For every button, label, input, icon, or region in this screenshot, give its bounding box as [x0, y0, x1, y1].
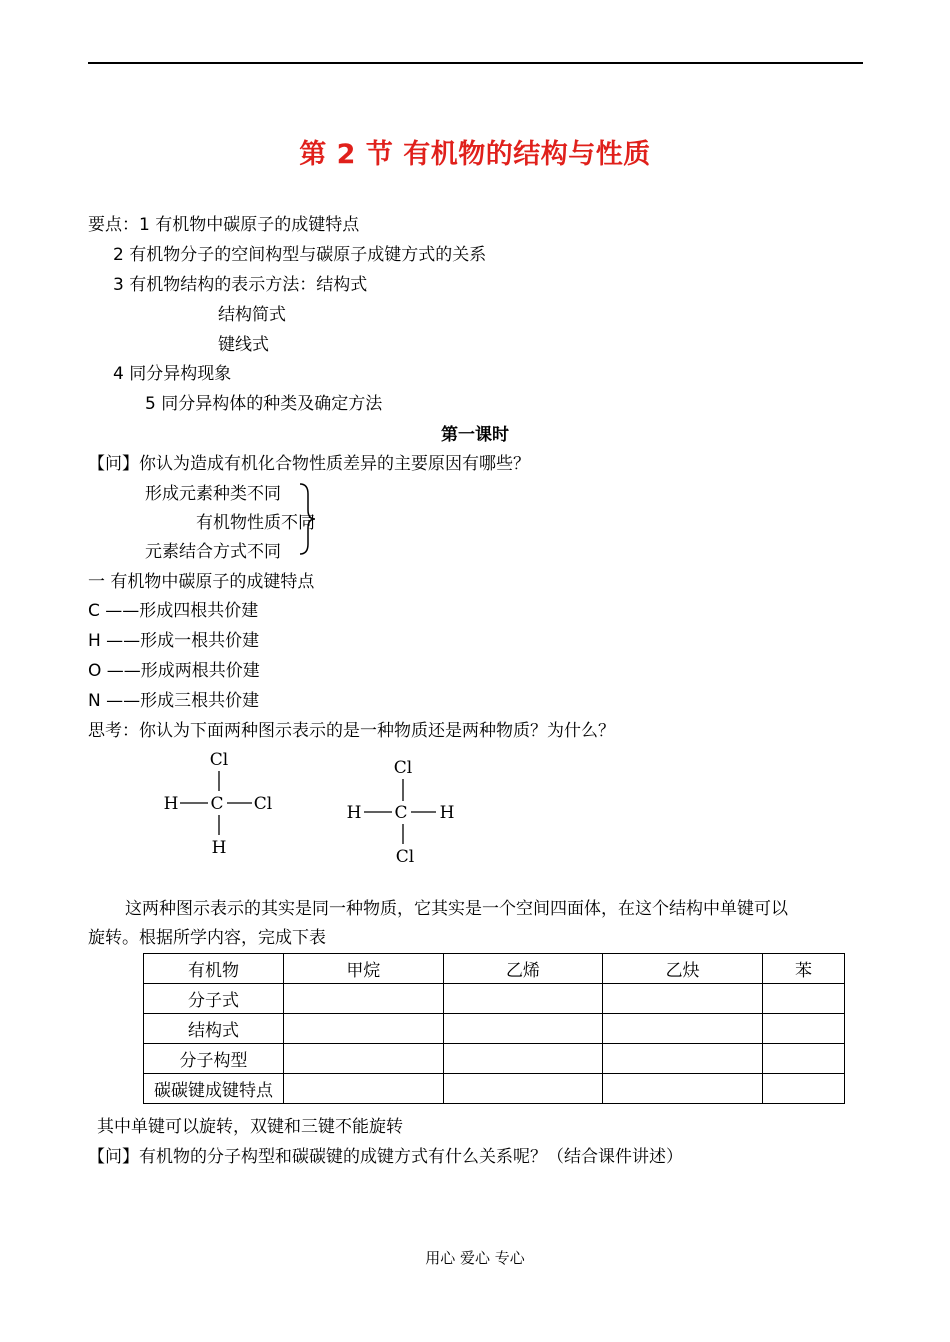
table-cell[interactable] [603, 1074, 763, 1104]
table-cell[interactable] [443, 1044, 603, 1074]
table-row-label: 碳碳键成键特点 [144, 1074, 284, 1104]
bond-h: H ——形成一根共价建 [88, 631, 260, 651]
cause-lower: 元素结合方式不同 [145, 542, 281, 562]
formula-1-right-atom: Cl [253, 794, 273, 814]
formula-2-top-atom: Cl [393, 758, 413, 778]
header-rule [88, 62, 863, 64]
cause-upper: 形成元素种类不同 [145, 484, 281, 504]
table-cell[interactable] [762, 1044, 844, 1074]
point-3-sub-1: 结构简式 [218, 305, 286, 325]
table-row-label: 结构式 [144, 1014, 284, 1044]
cause-middle: 有机物性质不同 [196, 513, 315, 533]
table-cell[interactable] [762, 1074, 844, 1104]
table-header-row [144, 954, 845, 984]
table-cell[interactable] [284, 984, 444, 1014]
explanation-line-1: 这两种图示表示的其实是同一种物质，它其实是一个空间四面体，在这个结构中单键可以 [125, 899, 788, 919]
table-header-cell: 甲烷 [284, 954, 444, 984]
right-brace-icon [298, 482, 318, 556]
table-header-cell: 乙炔 [603, 954, 763, 984]
section-1-heading: 一 有机物中碳原子的成键特点 [88, 572, 315, 592]
bond-n: N ——形成三根共价建 [88, 691, 260, 711]
table-header-cell: 苯 [762, 954, 844, 984]
page-title: 第 2 节 有机物的结构与性质 [299, 139, 651, 170]
table-row [144, 1044, 845, 1074]
table-cell[interactable] [284, 1044, 444, 1074]
rotation-note: 其中单键可以旋转，双键和三键不能旋转 [97, 1117, 403, 1137]
table-cell[interactable] [443, 984, 603, 1014]
formula-2-left-atom: H [346, 803, 362, 823]
table-row-label: 分子式 [144, 984, 284, 1014]
table-cell[interactable] [443, 1014, 603, 1044]
formula-1-left-atom: H [163, 794, 179, 814]
table-cell[interactable] [443, 1074, 603, 1104]
point-3: 3 有机物结构的表示方法：结构式 [113, 275, 368, 295]
formula-2-center-atom: C [394, 803, 408, 823]
structural-formula-2 [344, 756, 462, 873]
formula-1-center-atom: C [210, 794, 224, 814]
table-row [144, 1014, 845, 1044]
table-row-label: 分子构型 [144, 1044, 284, 1074]
table-cell[interactable] [762, 984, 844, 1014]
table-header-cell: 乙烯 [443, 954, 603, 984]
bond-c: C ——形成四根共价建 [88, 601, 259, 621]
think-prompt: 思考：你认为下面两种图示表示的是一种物质还是两种物质？为什么？ [88, 721, 615, 741]
question-1: 【问】你认为造成有机化合物性质差异的主要原因有哪些？ [88, 454, 530, 474]
point-4: 4 同分异构现象 [113, 364, 232, 384]
lesson-heading: 第一课时 [441, 425, 509, 445]
table-header-cell: 有机物 [144, 954, 284, 984]
question-2: 【问】有机物的分子构型和碳碳键的成键方式有什么关系呢？（结合课件讲述） [88, 1147, 683, 1167]
page-footer: 用心 爱心 专心 [425, 1249, 525, 1267]
point-5: 5 同分异构体的种类及确定方法 [145, 394, 383, 414]
table-cell[interactable] [603, 1044, 763, 1074]
table-cell[interactable] [603, 1014, 763, 1044]
table-cell[interactable] [284, 1014, 444, 1044]
formula-1-bottom-atom: H [211, 838, 227, 858]
structural-formula-1 [160, 748, 280, 865]
point-1: 要点：1 有机物中碳原子的成键特点 [88, 215, 360, 235]
table-row [144, 1074, 845, 1104]
table-cell[interactable] [603, 984, 763, 1014]
point-3-sub-2: 键线式 [218, 335, 269, 355]
formula-1-top-atom: Cl [209, 750, 229, 770]
comparison-table [143, 953, 845, 1104]
table-cell[interactable] [284, 1074, 444, 1104]
explanation-line-2: 旋转。根据所学内容，完成下表 [88, 928, 326, 948]
bond-o: O ——形成两根共价建 [88, 661, 260, 681]
formula-2-bottom-atom: Cl [395, 847, 415, 867]
point-2: 2 有机物分子的空间构型与碳原子成键方式的关系 [113, 245, 487, 265]
table-cell[interactable] [762, 1014, 844, 1044]
formula-2-right-atom: H [439, 803, 455, 823]
table-row [144, 984, 845, 1014]
